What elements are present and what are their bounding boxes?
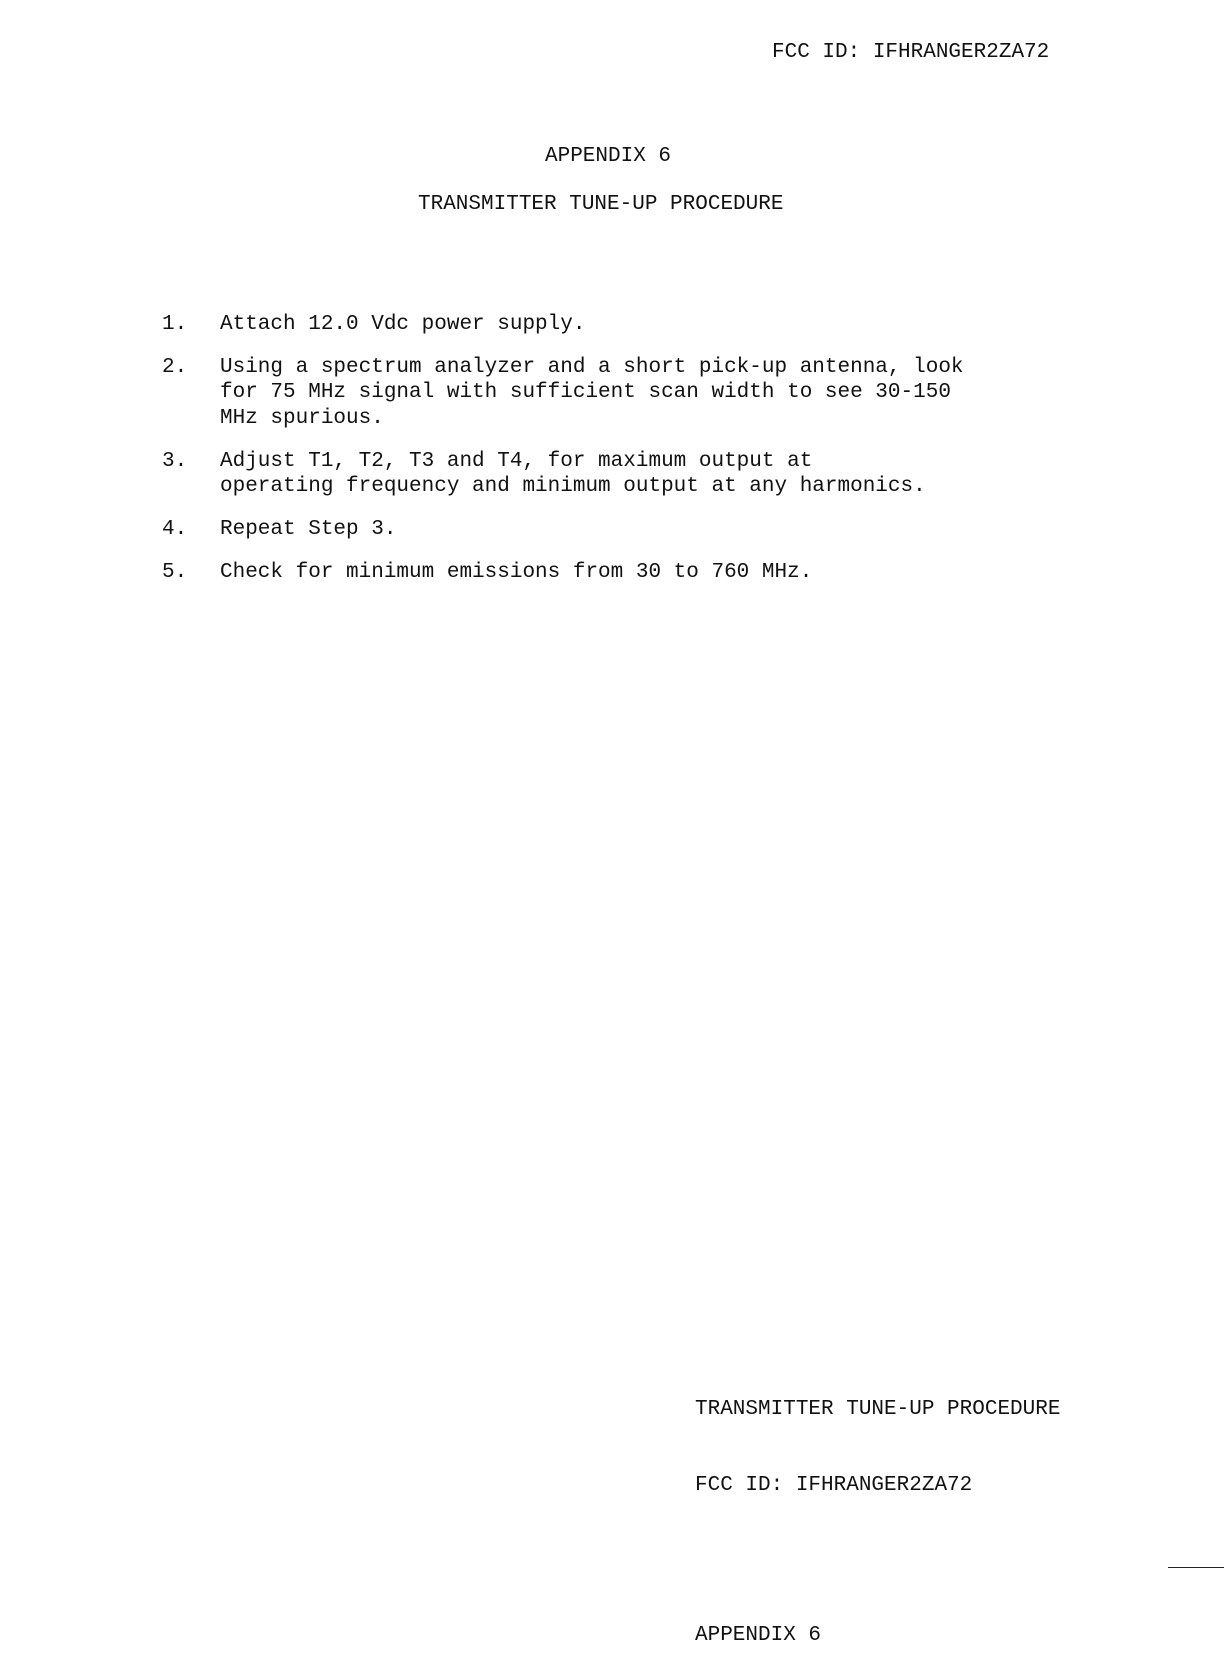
footer-procedure-title: TRANSMITTER TUNE-UP PROCEDURE (695, 1398, 1061, 1422)
step-text: Attach 12.0 Vdc power supply. (220, 313, 586, 336)
procedure-step-1 (162, 312, 1082, 337)
step-text: Repeat Step 3. (220, 518, 397, 542)
step-text: Check for minimum emissions from 30 to 760 MHz. (220, 561, 813, 585)
footer-block (695, 1347, 1060, 1673)
footer-fcc-id: FCC ID: IFHRANGER2ZA72 (695, 1473, 973, 1497)
footer-appendix: APPENDIX 6 (695, 1623, 822, 1647)
procedure-step-4 (162, 517, 1082, 542)
step-number: 1. (162, 313, 188, 336)
procedure-step-3 (162, 449, 1082, 499)
procedure-step-5 (162, 560, 1082, 585)
header-fcc-id: FCC ID: IFHRANGER2ZA72 (772, 41, 1050, 64)
step-text: Adjust T1, T2, T3 and T4, for maximum output at operating frequency and minimum output at any harmonics. (220, 449, 926, 498)
step-number: 4. (162, 518, 188, 542)
procedure-steps-list (162, 312, 1082, 604)
page-title: TRANSMITTER TUNE-UP PROCEDURE (418, 193, 784, 216)
footer-spacer (695, 1549, 1060, 1573)
step-text: Using a spectrum analyzer and a short pick-up antenna, look for 75 MHz signal with sufficient scan width to see 30-150 MHz spurious. (220, 356, 964, 430)
edge-rule (1168, 1567, 1224, 1568)
appendix-heading: APPENDIX 6 (545, 145, 672, 168)
step-number: 2. (162, 356, 188, 380)
procedure-step-2 (162, 355, 1082, 431)
step-number: 3. (162, 449, 188, 473)
step-number: 5. (162, 561, 188, 585)
